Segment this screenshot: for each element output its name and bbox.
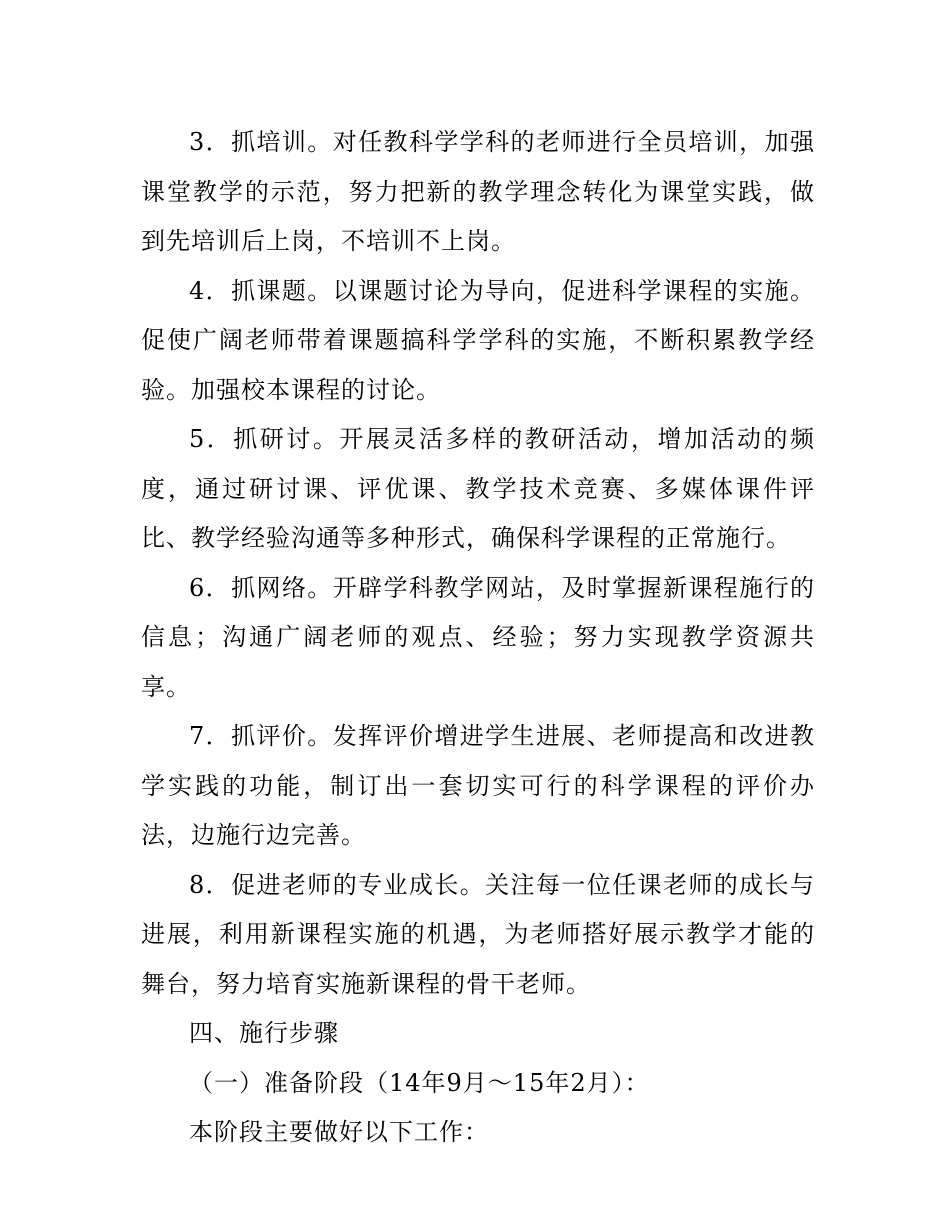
paragraph-evaluation: 7．抓评价。发挥评价增进学生进展、老师提高和改进教学实践的功能，制订出一套切实可行的科学课程的评价办法，边施行边完善。 [141,722,815,849]
subsection-heading: （一）准备阶段（14年9月～15年2月）： [189,1068,650,1097]
paragraph-seminars: 5．抓研讨。开展灵活多样的教研活动，增加活动的频度，通过研讨课、评优课、教学技术竞赛、多媒体课件评比、教学经验沟通等多种形式，确保科学课程的正常施行。 [141,425,815,552]
intro-line: 本阶段主要做好以下工作： [189,1118,489,1146]
section-heading: 四、施行步骤 [189,1019,339,1047]
paragraph-training: 3．抓培训。对任教科学学科的老师进行全员培训，加强课堂教学的示范，努力把新的教学理念转化为课堂实践，做到先培训后上岗，不培训不上岗。 [141,128,815,255]
paragraph-research-topics: 4．抓课题。以课题讨论为导向，促进科学课程的实施。促使广阔老师带着课题搞科学学科的实施，不断积累教学经验。加强校本课程的讨论。 [141,276,815,404]
paragraph-network: 6．抓网络。开辟学科教学网站，及时掌握新课程施行的信息；沟通广阔老师的观点、经验；努力实现教学资源共享。 [141,573,815,701]
paragraph-teacher-growth: 8．促进老师的专业成长。关注每一位任课老师的成长与进展，利用新课程实施的机遇，为老师搭好展示教学才能的舞台，努力培育实施新课程的骨干老师。 [141,870,815,998]
document-body [141,118,815,1158]
